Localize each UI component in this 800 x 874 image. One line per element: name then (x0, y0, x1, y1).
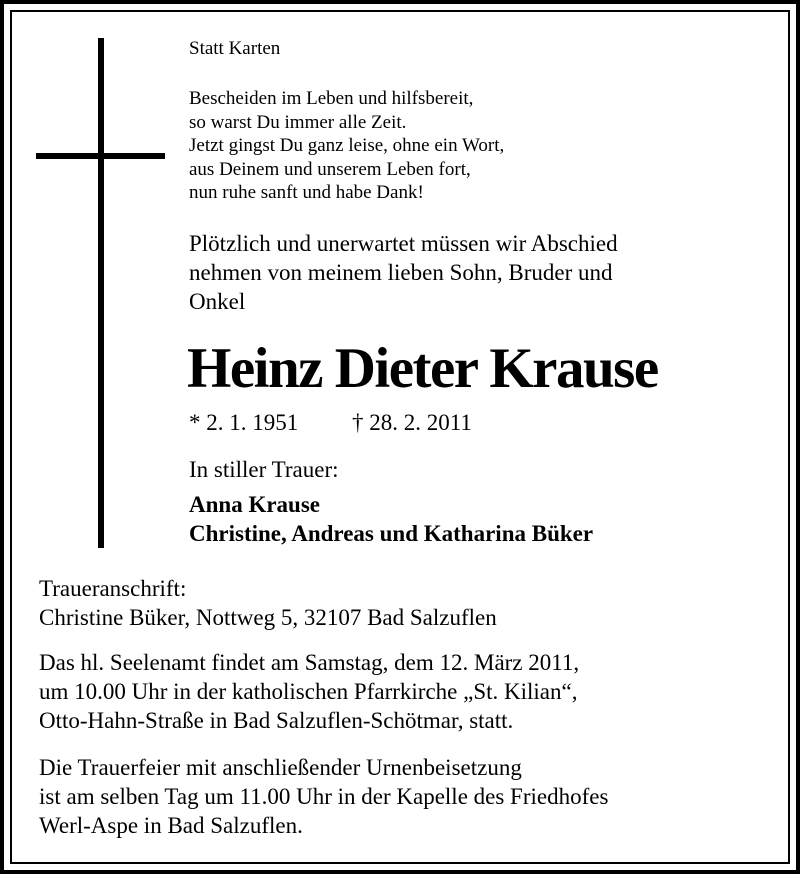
ceremony-announcement (39, 753, 608, 840)
poem-line: nun ruhe sanft und habe Dank! (189, 182, 424, 203)
mourning-label: In stiller Trauer: (189, 457, 339, 482)
mass-announcement (39, 648, 579, 735)
death-date: † 28. 2. 2011 (352, 410, 472, 435)
mourners (189, 490, 593, 548)
intro-line: Plötzlich und unerwartet müssen wir Abschied (189, 231, 618, 256)
poem-line: aus Deinem und unserem Leben fort, (189, 158, 471, 180)
ceremony-line: Die Trauerfeier mit anschließender Urnenbeisetzung (39, 755, 522, 780)
header-text: Statt Karten (189, 38, 281, 59)
poem-line: Bescheiden im Leben und hilfsbereit, (189, 88, 474, 109)
poem (189, 87, 504, 205)
cross-vertical-bar (98, 38, 104, 548)
ceremony-line: Werl-Aspe in Bad Salzuflen. (39, 813, 303, 838)
mourner-name: Christine, Andreas und Katharina Büker (189, 521, 594, 546)
mass-line: Otto-Hahn-Straße in Bad Salzuflen-Schötmar, statt. (39, 708, 514, 733)
poem-line: Jetzt gingst Du ganz leise, ohne ein Wort, (189, 135, 505, 156)
mass-line: Das hl. Seelenamt findet am Samstag, dem 12. März 2011, (39, 650, 580, 675)
deceased-name: Heinz Dieter Krause (187, 337, 658, 400)
mass-line: um 10.00 Uhr in der katholischen Pfarrkirche „St. Kilian“, (39, 679, 578, 704)
ceremony-line: ist am selben Tag um 11.00 Uhr in der Kapelle des Friedhofes (39, 784, 609, 809)
intro-line: nehmen von meinem lieben Sohn, Bruder und (189, 260, 613, 285)
intro-text (189, 229, 618, 316)
poem-line: so warst Du immer alle Zeit. (189, 111, 407, 133)
address-block (39, 574, 497, 632)
cross-horizontal-bar (36, 153, 165, 159)
intro-line: Onkel (189, 289, 246, 314)
birth-date: * 2. 1. 1951 (189, 410, 299, 435)
mourner-name: Anna Krause (189, 492, 320, 517)
address-label: Traueranschrift: (39, 576, 187, 601)
address-text: Christine Büker, Nottweg 5, 32107 Bad Salzuflen (39, 605, 497, 630)
